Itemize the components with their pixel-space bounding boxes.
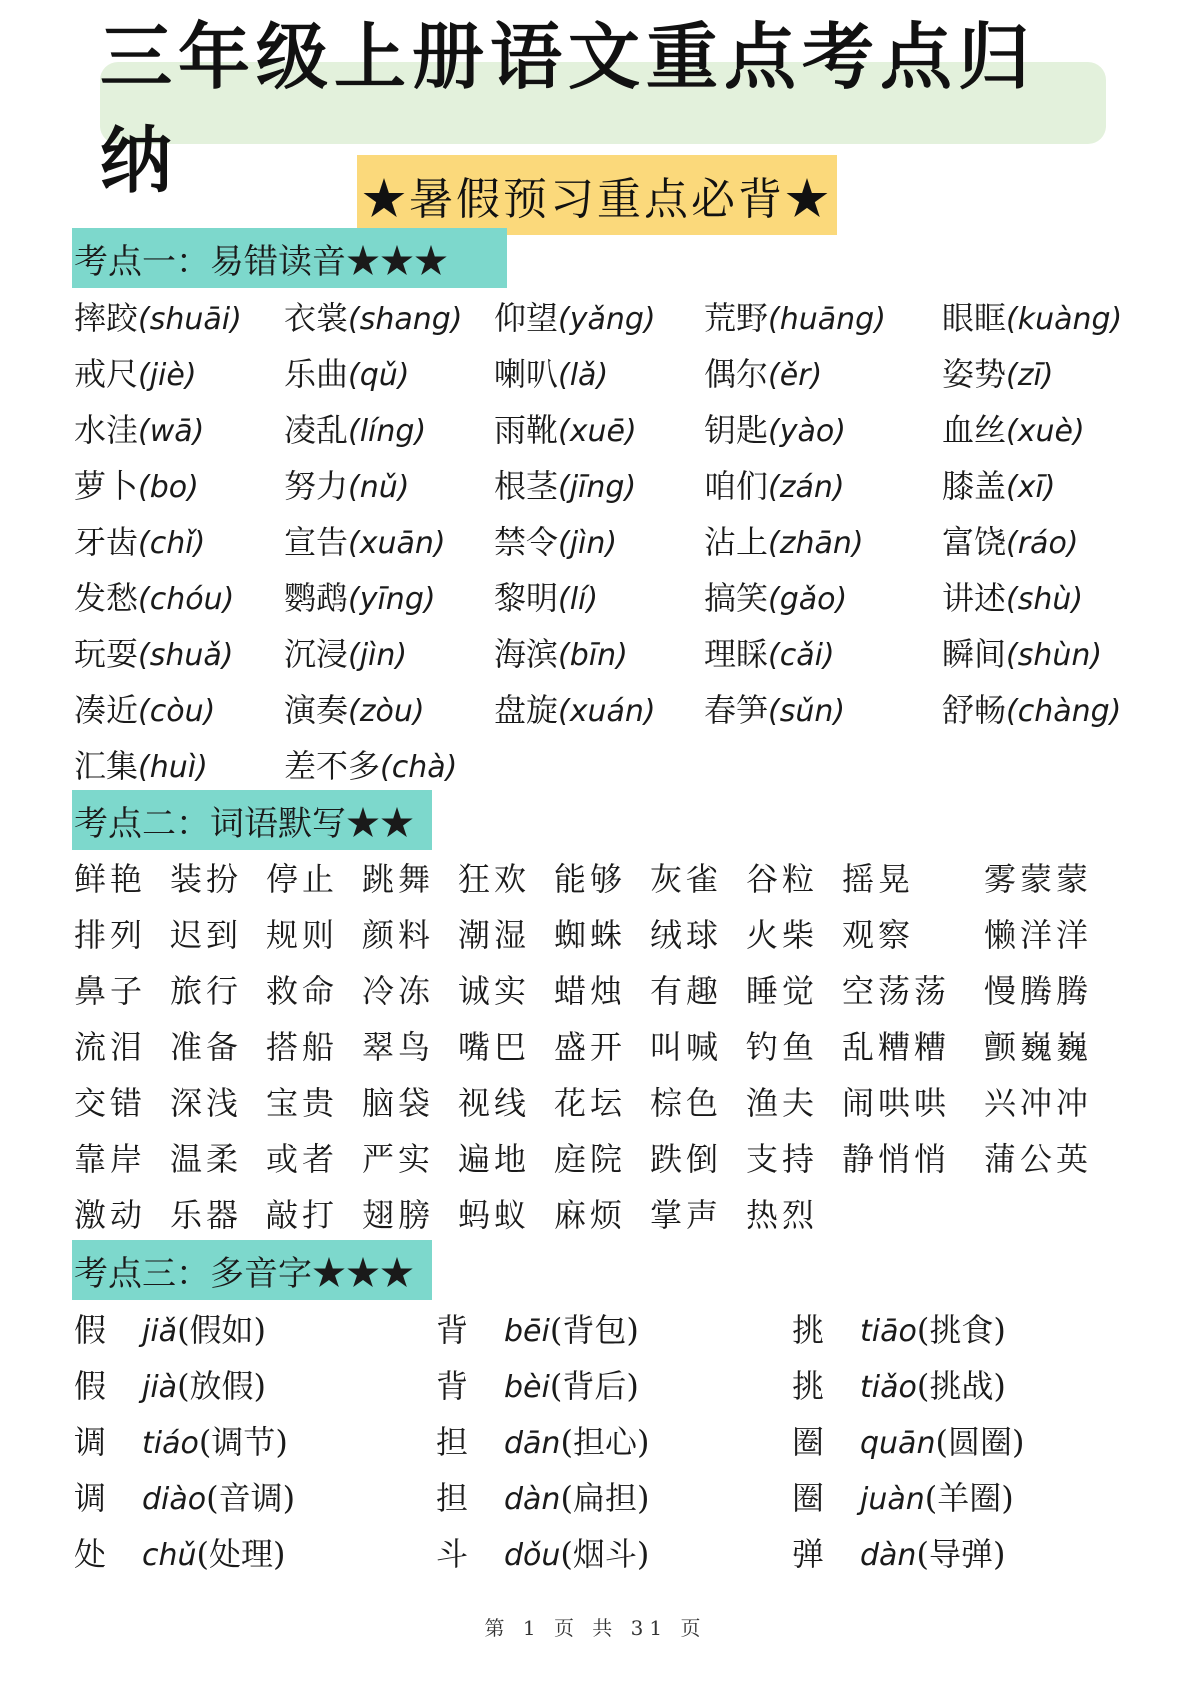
vocab-word: 懒洋洋 <box>984 916 1093 954</box>
polyphone-pinyin: quān <box>860 1426 936 1461</box>
reading-word: 萝卜 <box>74 467 139 505</box>
reading-item <box>284 682 425 740</box>
reading-item <box>74 346 197 404</box>
reading-word: 喇叭 <box>494 355 559 393</box>
reading-word: 姿势 <box>942 355 1007 393</box>
polyphone-char: 担 <box>436 1423 469 1461</box>
vocab-word: 乐器 <box>170 1196 243 1234</box>
polyphone-example: (羊圈) <box>924 1479 1014 1517</box>
polyphone-char: 圈 <box>792 1423 825 1461</box>
reading-word: 乐曲 <box>284 355 349 393</box>
reading-pinyin: (jiè) <box>138 358 197 393</box>
vocab-word: 迟到 <box>170 916 243 954</box>
vocab-word: 深浅 <box>170 1084 243 1122</box>
vocab-word: 空荡荡 <box>842 972 951 1010</box>
vocab-word: 盛开 <box>554 1028 627 1066</box>
reading-item <box>284 346 409 404</box>
reading-word: 牙齿 <box>74 523 139 561</box>
reading-word: 富饶 <box>942 523 1007 561</box>
reading-word: 舒畅 <box>942 691 1007 729</box>
reading-pinyin: (chà) <box>380 750 458 785</box>
reading-word: 眼眶 <box>942 299 1007 337</box>
polyphone-char: 担 <box>436 1479 469 1517</box>
reading-pinyin: (shùn) <box>1006 638 1103 673</box>
vocab-word: 冷冻 <box>362 972 435 1010</box>
reading-word: 沉浸 <box>284 635 349 673</box>
vocab-word: 支持 <box>746 1140 819 1178</box>
polyphone-item <box>74 1526 286 1584</box>
vocab-word: 搭船 <box>266 1028 339 1066</box>
reading-word: 仰望 <box>494 299 559 337</box>
reading-word: 雨靴 <box>494 411 559 449</box>
polyphone-char: 调 <box>74 1479 107 1517</box>
vocab-word: 有趣 <box>650 972 723 1010</box>
vocab-word: 交错 <box>74 1084 147 1122</box>
reading-pinyin: (chàng) <box>1006 694 1122 729</box>
polyphone-example: (背后) <box>549 1367 639 1405</box>
reading-pinyin: (wā) <box>138 414 205 449</box>
vocab-word: 蜡烛 <box>554 972 627 1010</box>
vocab-word: 钓鱼 <box>746 1028 819 1066</box>
section-3-heading <box>72 1240 432 1300</box>
reading-item <box>74 290 242 348</box>
reading-item <box>74 458 199 516</box>
reading-word: 春笋 <box>704 691 769 729</box>
section-2-heading <box>72 790 432 850</box>
reading-item <box>494 458 636 516</box>
reading-item <box>942 682 1121 740</box>
reading-pinyin: (kuàng) <box>1006 302 1123 337</box>
reading-item <box>494 626 628 684</box>
polyphone-char: 背 <box>436 1311 469 1349</box>
vocab-word: 靠岸 <box>74 1140 147 1178</box>
reading-word: 偶尔 <box>704 355 769 393</box>
reading-pinyin: (gǎo) <box>768 582 848 617</box>
vocab-word: 花坛 <box>554 1084 627 1122</box>
reading-pinyin: (líng) <box>348 414 427 449</box>
reading-item <box>704 458 845 516</box>
reading-pinyin: (xuē) <box>558 414 637 449</box>
vocab-word: 摇晃 <box>842 860 915 898</box>
reading-pinyin: (zhān) <box>768 526 864 561</box>
polyphone-char: 弹 <box>792 1535 825 1573</box>
polyphone-pinyin: juàn <box>860 1482 925 1517</box>
vocab-word: 潮湿 <box>458 916 531 954</box>
vocab-word: 叫喊 <box>650 1028 723 1066</box>
polyphone-item <box>792 1302 1006 1360</box>
polyphone-pinyin: dān <box>504 1426 561 1461</box>
section-1-heading <box>72 228 507 288</box>
vocab-word: 翠鸟 <box>362 1028 435 1066</box>
reading-item <box>704 290 886 348</box>
vocab-word: 兴冲冲 <box>984 1084 1093 1122</box>
vocab-word: 准备 <box>170 1028 243 1066</box>
polyphone-item <box>436 1302 639 1360</box>
reading-pinyin: (zán) <box>768 470 845 505</box>
vocab-word: 诚实 <box>458 972 531 1010</box>
reading-item <box>494 682 656 740</box>
reading-item <box>284 402 426 460</box>
reading-word: 荒野 <box>704 299 769 337</box>
reading-word: 宣告 <box>284 523 349 561</box>
reading-item <box>74 626 233 684</box>
section-1-heading-text: 考点一：易错读音★★★ <box>74 241 448 282</box>
vocab-word: 能够 <box>554 860 627 898</box>
polyphone-item <box>792 1526 1005 1584</box>
vocab-word: 跳舞 <box>362 860 435 898</box>
reading-pinyin: (jìn) <box>558 526 618 561</box>
polyphone-item <box>74 1470 295 1528</box>
vocab-word: 蚂蚁 <box>458 1196 531 1234</box>
vocab-word: 敲打 <box>266 1196 339 1234</box>
reading-item <box>704 626 835 684</box>
reading-pinyin: (huì) <box>138 750 208 785</box>
polyphone-example: (调节) <box>198 1423 288 1461</box>
reading-item <box>284 290 463 348</box>
reading-pinyin: (lǎ) <box>558 358 609 393</box>
polyphone-char: 挑 <box>792 1367 825 1405</box>
polyphone-pinyin: dàn <box>504 1482 561 1517</box>
reading-word: 钥匙 <box>704 411 769 449</box>
polyphone-example: (挑战) <box>916 1367 1006 1405</box>
polyphone-char: 处 <box>74 1535 107 1573</box>
page-title: 三年级上册语文重点考点归纳 <box>100 15 1037 203</box>
vocab-word: 视线 <box>458 1084 531 1122</box>
reading-pinyin: (ěr) <box>768 358 823 393</box>
reading-word: 鹦鹉 <box>284 579 349 617</box>
reading-item <box>704 346 822 404</box>
polyphone-pinyin: diào <box>142 1482 207 1517</box>
polyphone-example: (烟斗) <box>560 1535 650 1573</box>
vocab-word: 庭院 <box>554 1140 627 1178</box>
reading-pinyin: (sǔn) <box>768 694 846 729</box>
vocab-word: 狂欢 <box>458 860 531 898</box>
reading-item <box>942 514 1079 572</box>
polyphone-item <box>792 1470 1014 1528</box>
polyphone-item <box>436 1414 649 1472</box>
reading-item <box>494 290 656 348</box>
reading-word: 海滨 <box>494 635 559 673</box>
reading-item <box>494 514 617 572</box>
reading-pinyin: (yào) <box>768 414 846 449</box>
vocab-word: 温柔 <box>170 1140 243 1178</box>
reading-word: 血丝 <box>942 411 1007 449</box>
reading-item <box>704 682 845 740</box>
polyphone-item <box>74 1414 288 1472</box>
vocab-word: 旅行 <box>170 972 243 1010</box>
reading-word: 沾上 <box>704 523 769 561</box>
reading-word: 汇集 <box>74 747 139 785</box>
reading-word: 凑近 <box>74 691 139 729</box>
reading-item <box>942 402 1085 460</box>
vocab-word: 渔夫 <box>746 1084 819 1122</box>
reading-pinyin: (ráo) <box>1006 526 1079 561</box>
reading-item <box>942 626 1102 684</box>
reading-word: 发愁 <box>74 579 139 617</box>
polyphone-example: (挑食) <box>916 1311 1006 1349</box>
polyphone-char: 挑 <box>792 1311 825 1349</box>
reading-pinyin: (cǎi) <box>768 638 835 673</box>
reading-item <box>74 682 215 740</box>
vocab-word: 谷粒 <box>746 860 819 898</box>
polyphone-example: (圆圈) <box>935 1423 1025 1461</box>
vocab-word: 或者 <box>266 1140 339 1178</box>
polyphone-example: (背包) <box>549 1311 639 1349</box>
reading-word: 根茎 <box>494 467 559 505</box>
polyphone-char: 圈 <box>792 1479 825 1517</box>
polyphone-pinyin: tiáo <box>142 1426 199 1461</box>
vocab-word: 观察 <box>842 916 915 954</box>
reading-item <box>942 458 1056 516</box>
reading-item <box>942 570 1083 628</box>
polyphone-pinyin: chǔ <box>142 1538 197 1573</box>
polyphone-char: 背 <box>436 1367 469 1405</box>
vocab-word: 颤巍巍 <box>984 1028 1093 1066</box>
reading-item <box>704 570 847 628</box>
reading-pinyin: (xuān) <box>348 526 446 561</box>
vocab-word: 掌声 <box>650 1196 723 1234</box>
polyphone-example: (担心) <box>560 1423 650 1461</box>
vocab-word: 蒲公英 <box>984 1140 1093 1178</box>
vocab-word: 乱糟糟 <box>842 1028 951 1066</box>
vocab-word: 灰雀 <box>650 860 723 898</box>
vocab-word: 排列 <box>74 916 147 954</box>
vocab-word: 绒球 <box>650 916 723 954</box>
page-footer: 第 1 页 共 31 页 <box>484 1616 707 1640</box>
reading-item <box>494 570 598 628</box>
reading-pinyin: (nǔ) <box>348 470 410 505</box>
vocab-word: 跌倒 <box>650 1140 723 1178</box>
reading-word: 玩耍 <box>74 635 139 673</box>
reading-pinyin: (zī) <box>1006 358 1054 393</box>
vocab-word: 装扮 <box>170 860 243 898</box>
vocab-word: 颜料 <box>362 916 435 954</box>
vocab-word: 嘴巴 <box>458 1028 531 1066</box>
reading-item <box>494 402 637 460</box>
vocab-word: 鲜艳 <box>74 860 147 898</box>
reading-word: 禁令 <box>494 523 559 561</box>
reading-item <box>284 458 409 516</box>
polyphone-item <box>436 1470 649 1528</box>
reading-word: 努力 <box>284 467 349 505</box>
reading-item <box>74 570 234 628</box>
polyphone-item <box>792 1414 1024 1472</box>
reading-word: 衣裳 <box>284 299 349 337</box>
reading-item <box>284 626 407 684</box>
polyphone-example: (音调) <box>206 1479 296 1517</box>
vocab-word: 流泪 <box>74 1028 147 1066</box>
polyphone-pinyin: dǒu <box>504 1538 561 1573</box>
section-3-heading-text: 考点三：多音字★★★ <box>74 1253 414 1294</box>
reading-word: 凌乱 <box>284 411 349 449</box>
polyphone-pinyin: bèi <box>504 1370 550 1405</box>
reading-pinyin: (shuǎ) <box>138 638 234 673</box>
reading-pinyin: (shang) <box>348 302 463 337</box>
reading-word: 戒尺 <box>74 355 139 393</box>
polyphone-char: 假 <box>74 1311 107 1349</box>
reading-pinyin: (còu) <box>138 694 216 729</box>
polyphone-item <box>436 1358 639 1416</box>
vocab-word: 慢腾腾 <box>984 972 1093 1010</box>
reading-word: 摔跤 <box>74 299 139 337</box>
vocab-word: 棕色 <box>650 1084 723 1122</box>
reading-item <box>284 570 436 628</box>
reading-pinyin: (huāng) <box>768 302 886 337</box>
reading-item <box>284 738 457 796</box>
polyphone-item <box>74 1302 266 1360</box>
reading-item <box>942 346 1054 404</box>
reading-word: 讲述 <box>942 579 1007 617</box>
vocab-word: 停止 <box>266 860 339 898</box>
polyphone-pinyin: tiǎo <box>860 1370 917 1405</box>
vocab-word: 睡觉 <box>746 972 819 1010</box>
reading-pinyin: (yǎng) <box>558 302 656 337</box>
vocab-word: 翅膀 <box>362 1196 435 1234</box>
polyphone-item <box>792 1358 1006 1416</box>
polyphone-pinyin: dàn <box>860 1538 917 1573</box>
vocab-word: 鼻子 <box>74 972 147 1010</box>
reading-pinyin: (xuán) <box>558 694 656 729</box>
polyphone-char: 斗 <box>436 1535 469 1573</box>
vocab-word: 闹哄哄 <box>842 1084 951 1122</box>
vocab-word: 激动 <box>74 1196 147 1234</box>
reading-word: 搞笑 <box>704 579 769 617</box>
reading-word: 盘旋 <box>494 691 559 729</box>
reading-item <box>74 402 204 460</box>
polyphone-pinyin: bēi <box>504 1314 550 1349</box>
polyphone-pinyin: tiāo <box>860 1314 917 1349</box>
vocab-word: 脑袋 <box>362 1084 435 1122</box>
reading-item <box>74 738 208 796</box>
reading-pinyin: (jìn) <box>348 638 408 673</box>
vocab-word: 遍地 <box>458 1140 531 1178</box>
reading-pinyin: (shuāi) <box>138 302 242 337</box>
reading-word: 理睬 <box>704 635 769 673</box>
reading-pinyin: (chǐ) <box>138 526 206 561</box>
vocab-word: 蜘蛛 <box>554 916 627 954</box>
reading-pinyin: (qǔ) <box>348 358 410 393</box>
reading-word: 瞬间 <box>942 635 1007 673</box>
vocab-word: 麻烦 <box>554 1196 627 1234</box>
vocab-word: 严实 <box>362 1140 435 1178</box>
vocab-word: 火柴 <box>746 916 819 954</box>
vocab-word: 热烈 <box>746 1196 819 1234</box>
reading-pinyin: (bīn) <box>558 638 628 673</box>
reading-word: 黎明 <box>494 579 559 617</box>
reading-item <box>284 514 446 572</box>
reading-item <box>942 290 1122 348</box>
polyphone-item <box>436 1526 649 1584</box>
vocab-word: 规则 <box>266 916 339 954</box>
reading-pinyin: (shù) <box>1006 582 1084 617</box>
page-subtitle: ★暑假预习重点必背★ <box>362 174 832 225</box>
reading-pinyin: (xuè) <box>1006 414 1085 449</box>
reading-pinyin: (bo) <box>138 470 199 505</box>
reading-item <box>74 514 205 572</box>
vocab-word: 雾蒙蒙 <box>984 860 1093 898</box>
reading-pinyin: (yīng) <box>348 582 436 617</box>
vocab-word: 静悄悄 <box>842 1140 951 1178</box>
reading-item <box>494 346 608 404</box>
polyphone-char: 调 <box>74 1423 107 1461</box>
reading-pinyin: (lí) <box>558 582 599 617</box>
polyphone-example: (导弹) <box>916 1535 1006 1573</box>
reading-item <box>704 514 864 572</box>
polyphone-pinyin: jiǎ <box>142 1314 178 1349</box>
reading-word: 差不多 <box>284 747 381 785</box>
polyphone-char: 假 <box>74 1367 107 1405</box>
section-2-heading-text: 考点二：词语默写★★ <box>74 803 414 844</box>
reading-word: 演奏 <box>284 691 349 729</box>
reading-pinyin: (chóu) <box>138 582 235 617</box>
reading-pinyin: (zòu) <box>348 694 425 729</box>
reading-word: 膝盖 <box>942 467 1007 505</box>
reading-item <box>704 402 846 460</box>
vocab-word: 救命 <box>266 972 339 1010</box>
polyphone-example: (处理) <box>196 1535 286 1573</box>
vocab-word: 宝贵 <box>266 1084 339 1122</box>
reading-pinyin: (xī) <box>1006 470 1056 505</box>
polyphone-pinyin: jià <box>142 1370 178 1405</box>
subtitle-banner <box>357 155 837 235</box>
reading-pinyin: (jīng) <box>558 470 637 505</box>
polyphone-example: (扁担) <box>560 1479 650 1517</box>
reading-word: 水洼 <box>74 411 139 449</box>
reading-word: 咱们 <box>704 467 769 505</box>
polyphone-example: (假如) <box>177 1311 267 1349</box>
polyphone-example: (放假) <box>177 1367 267 1405</box>
polyphone-item <box>74 1358 266 1416</box>
